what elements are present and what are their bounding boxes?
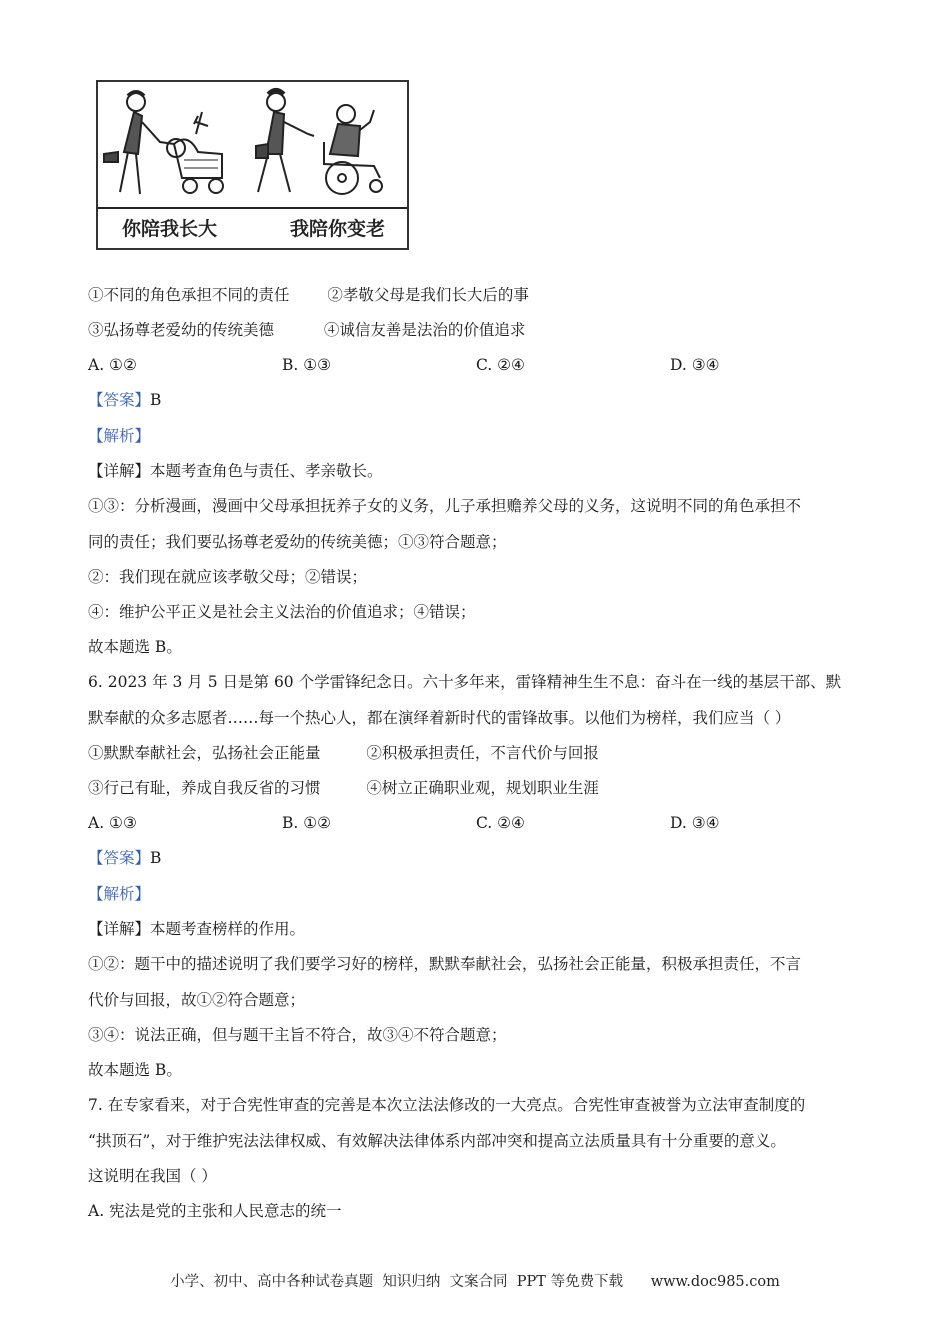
q5-answer xyxy=(88,390,161,410)
q7-stem-3: 这说明在我国（ ） xyxy=(88,1167,217,1185)
detail-text: 本题考查榜样的作用。 xyxy=(150,920,306,938)
q5-analysis-tag: 【解析】 xyxy=(88,427,151,445)
q6-detail xyxy=(88,919,305,939)
q6-statement-3: ③行己有耻，养成自我反省的习惯 xyxy=(88,779,321,797)
q6-statements-row2 xyxy=(88,778,599,798)
q5-explanation-4: ④：维护公平正义是社会主义法治的价值追求；④错误； xyxy=(88,603,476,621)
q5-statement-1: ①不同的角色承担不同的责任 xyxy=(88,286,290,304)
answer-value: B xyxy=(150,391,162,409)
q6-statement-1: ①默默奉献社会，弘扬社会正能量 xyxy=(88,744,321,762)
q7-stem-1: 7. 在专家看来，对于合宪性审查的完善是本次立法法修改的一大亮点。合宪性审查被誉为立法审查制度的 xyxy=(88,1096,806,1114)
q5-option-a: A. ①② xyxy=(88,356,137,374)
q5-option-b: B. ①③ xyxy=(282,356,332,374)
caption-left: 你陪我长大 xyxy=(122,218,218,240)
q5-statement-3: ③弘扬尊老爱幼的传统美德 xyxy=(88,321,275,339)
q6-explanation-1: ①②：题干中的描述说明了我们要学习好的榜样，默默奉献社会，弘扬社会正能量，积极承担责任，不言 xyxy=(88,955,802,973)
detail-tag: 【详解】 xyxy=(88,462,151,480)
q5-option-c: C. ②④ xyxy=(476,356,525,374)
q5-explanation-3: ②：我们现在就应该孝敬父母；②错误； xyxy=(88,568,368,586)
q6-statements-row1 xyxy=(88,743,599,763)
q6-explanation-3: ③④：说法正确，但与题干主旨不符合，故③④不符合题意； xyxy=(88,1026,507,1044)
q6-option-a: A. ①③ xyxy=(88,814,137,832)
q5-statements-row2 xyxy=(88,320,525,340)
q5-explanation-2: 同的责任；我们要弘扬尊老爱幼的传统美德；①③符合题意； xyxy=(88,533,507,551)
detail-text: 本题考查角色与责任、孝亲敬长。 xyxy=(150,462,383,480)
q6-stem-1: 6. 2023 年 3 月 5 日是第 60 个学雷锋纪念日。六十多年来，雷锋精神生生不息：奋斗在一线的基层干部、默 xyxy=(88,673,842,691)
answer-tag: 【答案】 xyxy=(88,391,151,409)
detail-tag: 【详解】 xyxy=(88,920,151,938)
q6-option-c: C. ②④ xyxy=(476,814,525,832)
q6-stem-2: 默奉献的众多志愿者……每一个热心人，都在演绎着新时代的雷锋故事。以他们为榜样，我们应当（ ） xyxy=(88,709,791,727)
cartoon-image xyxy=(96,80,409,250)
q5-statement-2: ②孝敬父母是我们长大后的事 xyxy=(327,286,529,304)
q6-option-d: D. ③④ xyxy=(670,814,720,832)
q6-statement-2: ②积极承担责任，不言代价与回报 xyxy=(366,744,599,762)
q6-conclusion: 故本题选 B。 xyxy=(88,1061,182,1079)
page-footer: 小学、初中、高中各种试卷真题 知识归纳 文案合同 PPT 等免费下载 www.doc985.com xyxy=(170,1274,780,1290)
q5-explanation-1: ①③：分析漫画，漫画中父母承担抚养子女的义务，儿子承担赡养父母的义务，这说明不同的角色承担不 xyxy=(88,497,802,515)
caption-right: 我陪你变老 xyxy=(290,218,386,240)
q5-detail xyxy=(88,461,383,481)
q6-analysis-tag: 【解析】 xyxy=(88,885,151,903)
q6-statement-4: ④树立正确职业观，规划职业生涯 xyxy=(366,779,599,797)
q5-conclusion: 故本题选 B。 xyxy=(88,638,182,656)
q5-statements-row1 xyxy=(88,285,529,305)
q6-explanation-2: 代价与回报，故①②符合题意； xyxy=(88,991,306,1009)
q6-option-b: B. ①② xyxy=(282,814,332,832)
q5-statement-4: ④诚信友善是法治的价值追求 xyxy=(323,321,526,339)
q7-option-a: A. 宪法是党的主张和人民意志的统一 xyxy=(88,1202,342,1220)
q6-answer xyxy=(88,848,161,868)
answer-value: B xyxy=(150,849,162,867)
q7-stem-2: “拱顶石”，对于维护宪法法律权威、有效解决法律体系内部冲突和提高立法质量具有十分重要的意义。 xyxy=(88,1132,786,1150)
q5-option-d: D. ③④ xyxy=(670,356,720,374)
answer-tag: 【答案】 xyxy=(88,849,151,867)
